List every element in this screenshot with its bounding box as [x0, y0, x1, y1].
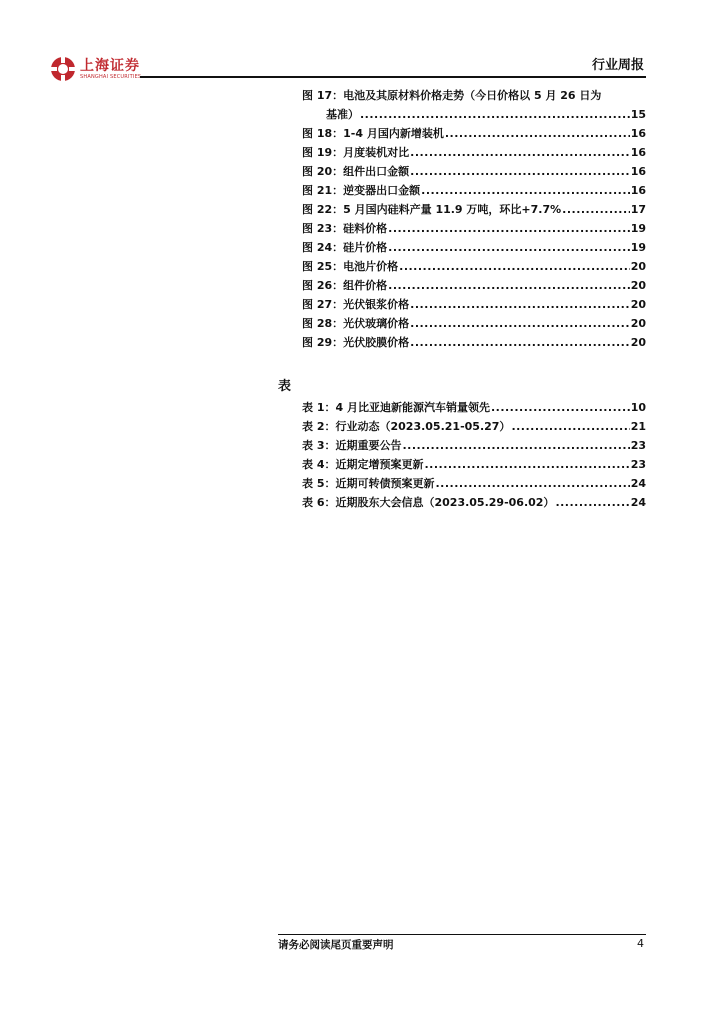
toc-leader-dots	[410, 333, 630, 352]
toc-entry-label: 图 23：硅料价格	[302, 222, 388, 235]
toc-page-number: 20	[630, 279, 646, 292]
toc-page-number: 23	[630, 458, 646, 471]
toc-page-number: 21	[630, 420, 646, 433]
toc-entry-figure-28[interactable]	[302, 314, 646, 333]
logo-chinese-name: 上海证券	[80, 57, 140, 74]
toc-entry-figure-22[interactable]	[302, 200, 646, 219]
toc-page-number: 20	[630, 298, 646, 311]
toc-page-number: 20	[630, 336, 646, 349]
toc-entry-label: 表 4：近期定增预案更新	[302, 458, 424, 471]
toc-entry-label: 图 26：组件价格	[302, 279, 388, 292]
toc-page-number: 23	[630, 439, 646, 452]
toc-page-number: 10	[630, 401, 646, 414]
toc-entry-label: 图 22：5 月国内硅料产量 11.9 万吨，环比+7.7%	[302, 203, 562, 216]
page-number: 4	[637, 937, 644, 950]
toc-entry-figure-24[interactable]	[302, 238, 646, 257]
toc-page-number: 19	[630, 241, 646, 254]
toc-entry-figure-23[interactable]	[302, 219, 646, 238]
toc-entry-label: 图 24：硅片价格	[302, 241, 388, 254]
toc-leader-dots	[388, 276, 630, 295]
logo-english-name: SHANGHAI SECURITIES	[80, 73, 142, 80]
toc-leader-dots	[424, 455, 629, 474]
toc-entry-label: 表 6：近期股东大会信息（2023.05.29-06.02）	[302, 496, 555, 509]
toc-leader-dots	[410, 143, 630, 162]
toc-leader-dots	[399, 257, 630, 276]
shanghai-securities-logo-icon	[50, 56, 76, 82]
toc-leader-dots	[402, 436, 629, 455]
toc-leader-dots	[445, 124, 630, 143]
toc-entry-label: 图 20：组件出口金额	[302, 165, 410, 178]
toc-page-number: 24	[630, 477, 646, 490]
toc-entry-figure-18[interactable]	[302, 124, 646, 143]
toc-entry-label: 表 2：行业动态（2023.05.21-05.27）	[302, 420, 511, 433]
toc-leader-dots	[511, 417, 629, 436]
toc-entry-label: 图 18：1-4 月国内新增装机	[302, 127, 444, 140]
toc-leader-dots	[421, 181, 630, 200]
toc-page-number: 16	[630, 165, 646, 178]
toc-entry-table-5[interactable]	[302, 474, 646, 493]
toc-page-number: 16	[630, 184, 646, 197]
toc-entry-table-1[interactable]	[302, 398, 646, 417]
toc-entry-label: 表 5：近期可转债预案更新	[302, 477, 435, 490]
toc-page-number: 19	[630, 222, 646, 235]
toc-entry-table-6[interactable]	[302, 493, 646, 512]
toc-leader-dots	[555, 493, 629, 512]
toc-entry-label: 表 1：4 月比亚迪新能源汽车销量领先	[302, 401, 490, 414]
toc-entry-label: 图 17：电池及其原材料价格走势（今日价格以 5 月 26 日为	[302, 89, 602, 102]
toc-page-number: 16	[630, 127, 646, 140]
toc-entry-table-2[interactable]	[302, 417, 646, 436]
toc-page-number: 15	[630, 108, 646, 121]
toc-entry-label: 图 21：逆变器出口金额	[302, 184, 421, 197]
toc-page-number: 16	[630, 146, 646, 159]
toc-entry-figure-17-continued[interactable]	[302, 105, 646, 124]
table-list	[302, 398, 646, 512]
toc-page-number: 24	[630, 496, 646, 509]
toc-entry-figure-25[interactable]	[302, 257, 646, 276]
toc-entry-figure-19[interactable]	[302, 143, 646, 162]
figure-list	[302, 86, 646, 352]
toc-entry-label: 图 25：电池片价格	[302, 260, 399, 273]
toc-leader-dots	[410, 314, 630, 333]
toc-entry-figure-29[interactable]	[302, 333, 646, 352]
toc-entry-figure-21[interactable]	[302, 181, 646, 200]
toc-leader-dots	[410, 162, 630, 181]
toc-entry-table-4[interactable]	[302, 455, 646, 474]
report-type-title: 行业周报	[591, 58, 644, 73]
toc-leader-dots	[562, 200, 630, 219]
toc-entry-figure-26[interactable]	[302, 276, 646, 295]
toc-entry-label: 表 3：近期重要公告	[302, 439, 402, 452]
toc-page-number: 20	[630, 260, 646, 273]
footer-disclaimer: 请务必阅读尾页重要声明	[278, 939, 394, 951]
toc-entry-figure-20[interactable]	[302, 162, 646, 181]
toc-leader-dots	[410, 295, 630, 314]
toc-leader-dots	[491, 398, 630, 417]
toc-leader-dots	[435, 474, 629, 493]
toc-entry-label: 基准）	[326, 108, 359, 121]
toc-page-number: 20	[630, 317, 646, 330]
toc-leader-dots	[388, 238, 630, 257]
toc-entry-figure-17[interactable]	[302, 86, 646, 105]
toc-entry-label: 图 27：光伏银浆价格	[302, 298, 410, 311]
toc-entry-figure-27[interactable]	[302, 295, 646, 314]
tables-section-heading: 表	[278, 379, 292, 394]
toc-leader-dots	[388, 219, 630, 238]
toc-entry-table-3[interactable]	[302, 436, 646, 455]
toc-entry-label: 图 29：光伏胶膜价格	[302, 336, 410, 349]
toc-leader-dots	[360, 105, 630, 124]
toc-entry-label: 图 28：光伏玻璃价格	[302, 317, 410, 330]
toc-entry-label: 图 19：月度装机对比	[302, 146, 410, 159]
header-divider	[140, 76, 646, 78]
footer-divider	[278, 934, 646, 935]
toc-page-number: 17	[630, 203, 646, 216]
company-logo	[50, 56, 141, 82]
